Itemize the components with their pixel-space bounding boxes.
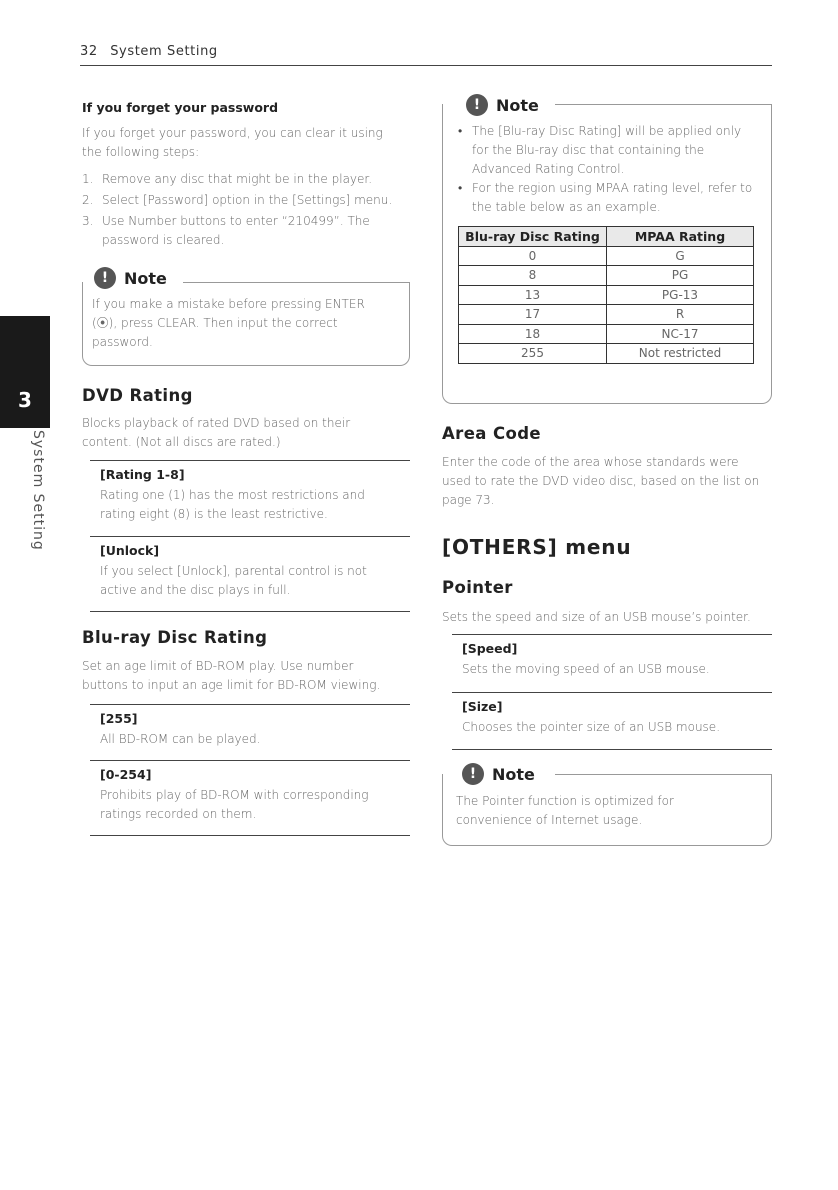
option-label: [Rating 1-8]	[100, 467, 185, 482]
table-cell: R	[607, 305, 754, 325]
chapter-label: System Setting	[30, 430, 46, 551]
page-header	[80, 42, 772, 66]
table-cell: 17	[459, 305, 607, 325]
option-desc: Sets the moving speed of an USB mouse.	[462, 662, 710, 676]
option-label: [0-254]	[100, 767, 152, 782]
option-desc: Rating one (1) has the most restrictions and rating eight (8) is the least restrictive.	[100, 488, 365, 521]
area-code-heading: Area Code	[442, 424, 542, 443]
note-title: Note	[492, 764, 535, 784]
option-label: [Speed]	[462, 641, 518, 656]
bluray-rating-text: Set an age limit of BD-ROM play. Use number buttons to input an age limit for BD-ROM viewing.	[82, 659, 381, 692]
table-header: MPAA Rating	[607, 227, 754, 247]
step-item: 1. Remove any disc that might be in the player.	[82, 172, 373, 186]
pointer-text: Sets the speed and size of an USB mouse’s pointer.	[442, 610, 751, 624]
note-text: The Pointer function is optimized for convenience of Internet usage.	[456, 794, 674, 827]
dvd-rating-options	[90, 460, 410, 612]
table-cell: NC-17	[607, 324, 754, 344]
pointer-heading: Pointer	[442, 578, 513, 597]
option-desc: All BD-ROM can be played.	[100, 732, 261, 746]
note-heading	[462, 763, 535, 785]
note-bullets	[458, 122, 756, 217]
table-cell: 13	[459, 285, 607, 305]
option-item	[90, 704, 410, 760]
table-cell: 18	[459, 324, 607, 344]
table-cell: 0	[459, 246, 607, 266]
note-text: If you make a mistake before pressing ENTER (⦿), press CLEAR. Then input the correct password.	[92, 297, 365, 349]
table-row	[459, 266, 754, 286]
table-row	[459, 324, 754, 344]
option-item	[90, 760, 410, 836]
option-item	[452, 634, 772, 692]
page-number: 32	[80, 44, 98, 59]
step-item: 2. Select [Password] option in the [Settings] menu.	[82, 193, 393, 207]
dvd-rating-text: Blocks playback of rated DVD based on their content. (Not all discs are rated.)	[82, 416, 351, 449]
note-heading	[466, 94, 539, 116]
section-title: System Setting	[110, 44, 218, 59]
exclamation-icon: !	[466, 94, 488, 116]
exclamation-icon: !	[462, 763, 484, 785]
bluray-rating-heading: Blu-ray Disc Rating	[82, 628, 268, 647]
bullet-item: • For the region using MPAA rating level, refer to the table below as an example.	[458, 179, 756, 217]
option-item	[90, 460, 410, 536]
option-desc: Chooses the pointer size of an USB mouse.	[462, 720, 721, 734]
forget-password-title: If you forget your password	[82, 100, 279, 115]
note-title: Note	[124, 268, 167, 288]
mpaa-rating-table	[458, 226, 754, 364]
table-cell: PG-13	[607, 285, 754, 305]
note-heading	[94, 267, 167, 289]
table-row	[459, 285, 754, 305]
area-code-text: Enter the code of the area whose standards were used to rate the DVD video disc, based on the list on page 73.	[442, 455, 760, 507]
option-desc: If you select [Unlock], parental control is not active and the disc plays in full.	[100, 564, 367, 597]
table-header-row	[459, 227, 754, 247]
table-row	[459, 246, 754, 266]
table-cell: 8	[459, 266, 607, 286]
table-cell: G	[607, 246, 754, 266]
option-item	[90, 536, 410, 612]
option-label: [Unlock]	[100, 543, 160, 558]
table-cell: Not restricted	[607, 344, 754, 364]
forget-password-intro: If you forget your password, you can clear it using the following steps:	[82, 126, 383, 159]
table-cell: PG	[607, 266, 754, 286]
option-desc: Prohibits play of BD-ROM with corresponding ratings recorded on them.	[100, 788, 369, 821]
others-menu-heading: [OTHERS] menu	[442, 535, 632, 559]
option-item	[452, 692, 772, 750]
option-label: [255]	[100, 711, 138, 726]
option-label: [Size]	[462, 699, 503, 714]
dvd-rating-heading: DVD Rating	[82, 386, 193, 405]
step-item: 3. Use Number buttons to enter “210499”. The password is cleared.	[82, 214, 370, 247]
exclamation-icon: !	[94, 267, 116, 289]
bullet-item: • The [Blu-ray Disc Rating] will be applied only for the Blu-ray disc that containing the Advanced Rating Control.	[458, 122, 756, 179]
table-row	[459, 344, 754, 364]
table-row	[459, 305, 754, 325]
chapter-number: 3	[18, 388, 32, 412]
pointer-options	[452, 634, 772, 750]
bluray-rating-options	[90, 704, 410, 836]
password-steps	[82, 170, 412, 252]
table-cell: 255	[459, 344, 607, 364]
note-title: Note	[496, 95, 539, 115]
table-header: Blu-ray Disc Rating	[459, 227, 607, 247]
